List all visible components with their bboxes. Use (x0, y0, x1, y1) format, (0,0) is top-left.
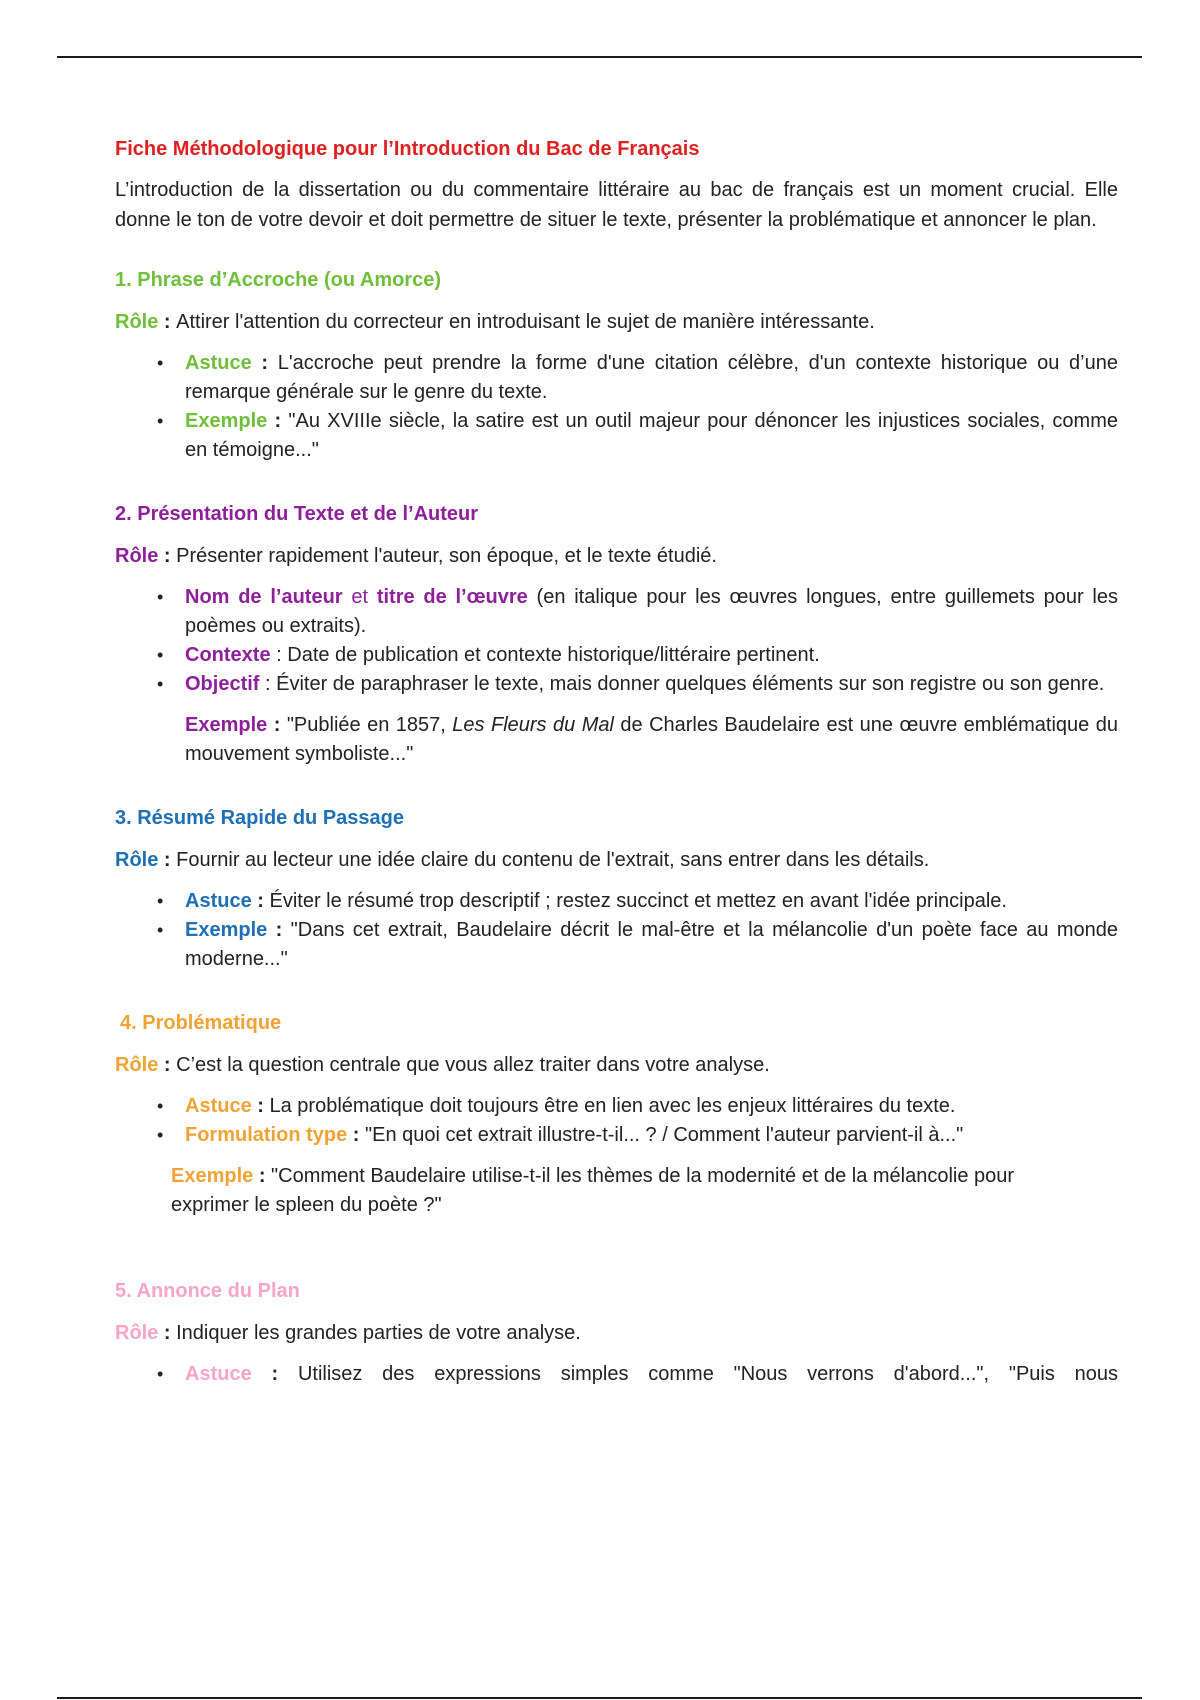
item-text: L'accroche peut prendre la forme d'une citation célèbre, d'un contexte historique ou d’une remarque générale sur le genre du texte. (185, 352, 1118, 403)
item-text: "Dans cet extrait, Baudelaire décrit le mal-être et la mélancolie d'un poète face au monde moderne..." (185, 919, 1118, 970)
example-label: Exemple (185, 714, 268, 736)
item-text: "Au XVIIIe siècle, la satire est un outil majeur pour dénoncer les injustices sociales, comme en témoigne..." (185, 410, 1118, 461)
page-title: Fiche Méthodologique pour l’Introduction du Bac de Français (115, 138, 700, 160)
document-body (115, 138, 1118, 1423)
role-text: Présenter rapidement l'auteur, son époque, et le texte étudié. (176, 545, 717, 567)
example-label: Exemple (171, 1165, 254, 1187)
top-rule (57, 56, 1142, 58)
item-text: "En quoi cet extrait illustre-t-il... ? / Comment l'auteur parvient-il à..." (365, 1124, 964, 1146)
item-label: Nom de l’auteur (185, 586, 343, 608)
list-item: • Astuce : La problématique doit toujours être en lien avec les enjeux littéraires du texte. (157, 1095, 956, 1117)
intro-paragraph: L’introduction de la dissertation ou du commentaire littéraire au bac de français est un moment crucial. Elle donne le ton de votre devoir et doit permettre de situer le texte, présenter la problématique et annoncer le plan. (115, 179, 1118, 231)
example-text: "Publiée en 1857, (286, 714, 446, 736)
item-label: Astuce (185, 352, 252, 374)
section-heading: 4. Problématique (120, 1012, 282, 1034)
role-text: Indiquer les grandes parties de votre analyse. (176, 1322, 581, 1344)
list-item: • Contexte : Date de publication et contexte historique/littéraire pertinent. (157, 644, 820, 666)
work-title: Les Fleurs du Mal (452, 714, 614, 736)
item-label: Exemple (185, 919, 268, 941)
item-text: Éviter le résumé trop descriptif ; restez succinct et mettez en avant l'idée principale. (269, 890, 1007, 912)
section-heading: 5. Annonce du Plan (115, 1280, 300, 1302)
role-label: Rôle (115, 1322, 159, 1344)
item-text: (en italique pour les œuvres longues, entre guillemets pour les poèmes ou extraits). (185, 586, 1119, 637)
item-label: Astuce (185, 890, 252, 912)
item-label: Exemple (185, 410, 268, 432)
list-item: • Nom de l’auteur et titre de l’œuvre (en italique pour les œuvres longues, entre guillemets pour les poèmes ou extraits). (157, 586, 1119, 637)
role-text: Attirer l'attention du correcteur en introduisant le sujet de manière intéressante. (176, 311, 875, 333)
example-block: Exemple : "Comment Baudelaire utilise-t-il les thèmes de la modernité et de la mélancolie pour exprimer le spleen du poète ?" (171, 1165, 1015, 1216)
role-line: Rôle : Fournir au lecteur une idée claire du contenu de l'extrait, sans entrer dans les détails. (115, 849, 930, 871)
role-text: C’est la question centrale que vous allez traiter dans votre analyse. (176, 1054, 770, 1076)
bottom-rule (57, 1697, 1142, 1699)
item-label: Astuce (185, 1095, 252, 1117)
section-resume (115, 803, 1118, 974)
role-label: Rôle (115, 545, 159, 567)
item-label-connector: et (351, 586, 369, 608)
role-line: Rôle : Attirer l'attention du correcteur en introduisant le sujet de manière intéressante. (115, 311, 875, 333)
list-item: • Astuce : Utilisez des expressions simples comme "Nous verrons d'abord...", "Puis nous (157, 1363, 1119, 1385)
item-label: titre de l’œuvre (376, 586, 528, 608)
role-line: Rôle : C’est la question centrale que vous allez traiter dans votre analyse. (115, 1054, 770, 1076)
item-label: Objectif (185, 673, 260, 695)
list-item: • Formulation type : "En quoi cet extrait illustre-t-il... ? / Comment l'auteur parvient-il à..." (157, 1124, 964, 1146)
role-label: Rôle (115, 311, 159, 333)
role-text: Fournir au lecteur une idée claire du contenu de l'extrait, sans entrer dans les détails. (176, 849, 930, 871)
example-text: de Charles Baudelaire est une œuvre emblématique du mouvement symboliste..." (185, 714, 1118, 765)
section-heading: 1. Phrase d’Accroche (ou Amorce) (115, 269, 442, 291)
role-label: Rôle (115, 1054, 159, 1076)
tips-list (115, 1360, 1118, 1389)
section-heading: 2. Présentation du Texte et de l’Auteur (115, 503, 479, 525)
section-presentation (115, 499, 1118, 769)
item-label: Contexte (185, 644, 271, 666)
item-text: La problématique doit toujours être en lien avec les enjeux littéraires du texte. (269, 1095, 956, 1117)
section-accroche (115, 265, 1118, 465)
example-block: Exemple : "Publiée en 1857, Les Fleurs du Mal de Charles Baudelaire est une œuvre emblématique du mouvement symboliste..." (185, 714, 1118, 765)
item-label: Astuce (185, 1363, 252, 1385)
role-line: Rôle : Indiquer les grandes parties de votre analyse. (115, 1322, 581, 1344)
item-label: Formulation type (185, 1124, 348, 1146)
list-item: • Astuce : Éviter le résumé trop descriptif ; restez succinct et mettez en avant l'idée principale. (157, 890, 1007, 912)
role-label: Rôle (115, 849, 159, 871)
tips-list (115, 1092, 1118, 1150)
role-line: Rôle : Présenter rapidement l'auteur, son époque, et le texte étudié. (115, 545, 717, 567)
section-plan (115, 1276, 1118, 1389)
item-text: Date de publication et contexte historique/littéraire pertinent. (287, 644, 820, 666)
section-problematique (115, 1008, 1118, 1220)
list-item: • Exemple : "Dans cet extrait, Baudelaire décrit le mal-être et la mélancolie d'un poète face au monde moderne..." (157, 919, 1118, 970)
tips-list (115, 887, 1118, 974)
list-item: • Astuce : L'accroche peut prendre la forme d'une citation célèbre, d'un contexte historique ou d’une remarque générale sur le genre du texte. (157, 352, 1118, 403)
item-text: Éviter de paraphraser le texte, mais donner quelques éléments sur son registre ou son genre. (276, 673, 1105, 695)
section-heading: 3. Résumé Rapide du Passage (115, 807, 405, 829)
list-item: • Objectif : Éviter de paraphraser le texte, mais donner quelques éléments sur son registre ou son genre. (157, 673, 1105, 695)
tips-list (115, 583, 1118, 699)
item-text: Utilisez des expressions simples comme "Nous verrons d'abord...", "Puis nous (297, 1363, 1119, 1385)
example-text: "Comment Baudelaire utilise-t-il les thèmes de la modernité et de la mélancolie pour exprimer le spleen du poète ?" (171, 1165, 1015, 1216)
tips-list (115, 349, 1118, 465)
list-item: • Exemple : "Au XVIIIe siècle, la satire est un outil majeur pour dénoncer les injustices sociales, comme en témoigne..." (157, 410, 1118, 461)
